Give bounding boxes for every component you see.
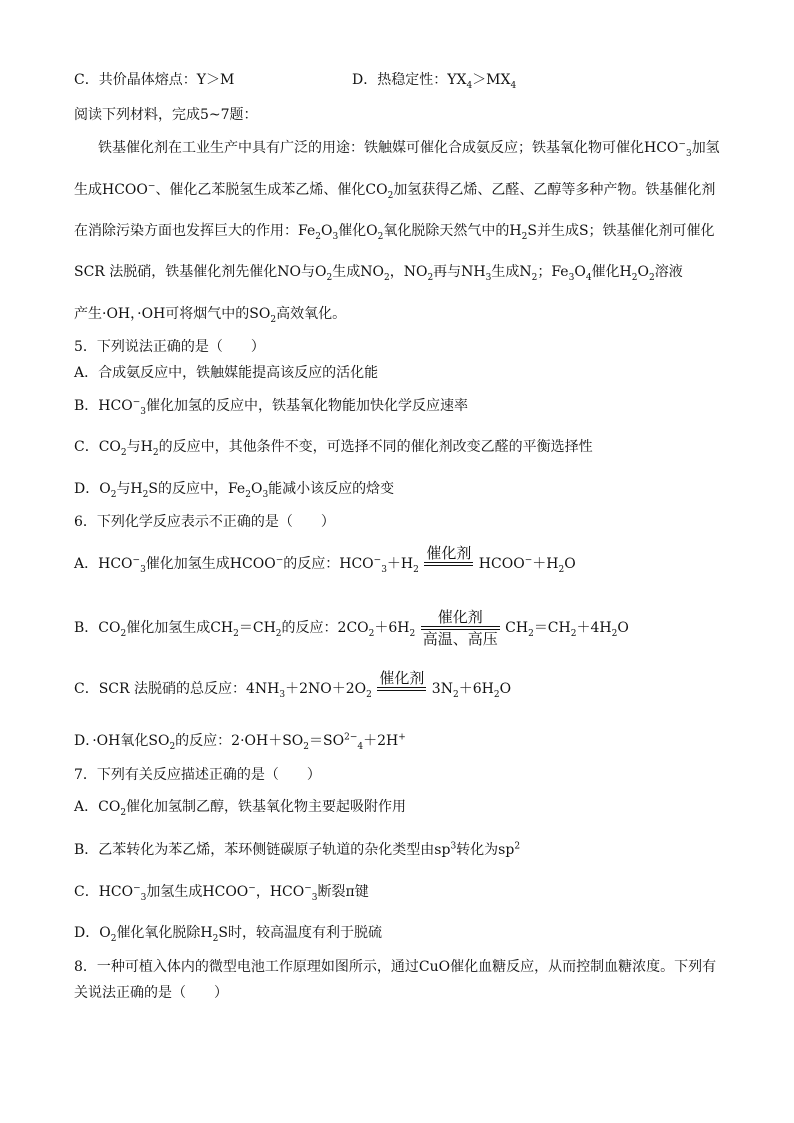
passage-line-4: SCR 法脱硝，铁基催化剂先催化NO与$O_2$生成$NO_2$，$NO_2$再与$NH_3$生成$N_2$；$Fe_3O_4$催化$H_2O_2$溶液	[74, 264, 683, 283]
catalyst-arrow-b: $\frac{\text{催化剂}}{\text{高温、高压}}$	[422, 608, 498, 648]
q8-stem-line-1: 8．一种可植入体内的微型电池工作原理如图所示，通过CuO催化血糖反应，从而控制血糖浓度。下列有	[74, 959, 717, 975]
q5-option-b: B．$HCO^-_3$催化加氢的反应中，铁基氧化物能加快化学反应速率	[74, 397, 468, 417]
q5-option-a: A．合成氨反应中，铁触媒能提高该反应的活化能	[74, 365, 379, 381]
q7-option-d: D．$O_2$催化氧化脱除$H_2S$时，较高温度有利于脱硫	[74, 925, 382, 944]
reading-intro: 阅读下列材料，完成5~7题：	[74, 107, 258, 123]
q6-option-b: B．$CO_2$催化加氢生成$CH_2=CH_2$的反应：$2CO_2+6H_2$ $\frac{\text{催化剂}}{\text{高温、高压}}$ $CH_2=CH_2+4H_2O$	[74, 608, 629, 648]
catalyst-arrow-a: 催化剂	[424, 544, 473, 566]
catalyst-arrow-c: 催化剂	[377, 669, 426, 691]
q6-option-a: A．$HCO^-_3$催化加氢生成HCOO−的反应：$HCO^-_3+H_2$ 催化剂 $HCOO^-+H_2O$	[74, 544, 576, 575]
passage-line-1: 铁基催化剂在工业生产中具有广泛的用途：铁触媒可催化合成氨反应；铁基氧化物可催化$HCO^-_3$加氢	[98, 139, 720, 159]
q7-option-c: C．$HCO^-_3$加氢生成HCOO−，$HCO^-_3$断裂π键	[74, 883, 369, 903]
q6-stem: 6．下列化学反应表示不正确的是（ ）	[74, 514, 335, 530]
q4-option-c: C．共价晶体熔点：Y＞M	[74, 72, 235, 88]
q8-stem-line-2: 关说法正确的是（ ）	[74, 985, 228, 1001]
q5-option-d: D．$O_2$与$H_2S$的反应中，$Fe_2O_3$能减小该反应的焓变	[74, 481, 395, 500]
q5-stem: 5．下列说法正确的是（ ）	[74, 339, 265, 355]
passage-line-5: 产生·OH，·OH可将烟气中的$SO_2$高效氧化。	[74, 306, 347, 325]
q4-option-d: D．热稳定性：$YX_4>MX_4$	[352, 72, 517, 91]
q7-option-a: A．$CO_2$催化加氢制乙醇，铁基氧化物主要起吸附作用	[74, 799, 407, 818]
q5-option-c: C．$CO_2$与$H_2$的反应中，其他条件不变，可选择不同的催化剂改变乙醛的平衡选择性	[74, 439, 593, 458]
q7-stem: 7．下列有关反应描述正确的是（ ）	[74, 767, 321, 783]
q7-option-b: B．乙苯转化为苯乙烯，苯环侧链碳原子轨道的杂化类型由$sp^3$转化为$sp^2$	[74, 841, 521, 858]
q6-option-d: D．·OH氧化$SO_2$的反应：$2\cdot OH+SO_2=SO^{2-}_4+2H^+$	[74, 732, 406, 752]
passage-line-2: 生成HCOO−、催化乙苯脱氢生成苯乙烯、催化$CO_2$加氢获得乙烯、乙醛、乙醇等多种产物。铁基催化剂	[74, 181, 716, 201]
q6-option-c: C．SCR 法脱硝的总反应：$4NH_3+2NO+2O_2$ 催化剂 $3N_2+6H_2O$	[74, 669, 512, 700]
passage-line-3: 在消除污染方面也发挥巨大的作用：$Fe_2O_3$催化$O_2$氧化脱除天然气中的$H_2S$并生成S；铁基催化剂可催化	[74, 223, 715, 242]
